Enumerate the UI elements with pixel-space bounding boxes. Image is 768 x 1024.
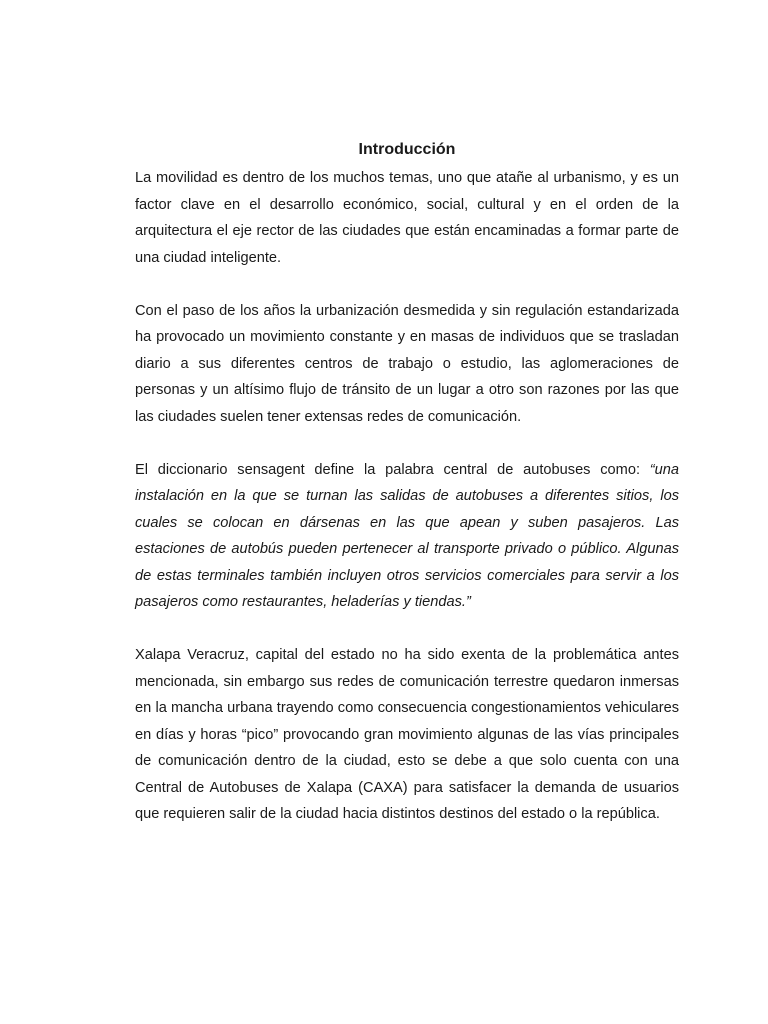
definition-quote: “una instalación en la que se turnan las salidas de autobuses a diferentes sitios, los cuales se colocan en dársenas en las que apean y suben pasajeros. Las estaciones de autobús pueden pertenecer al transporte privado o público. Algunas de estas terminales también incluyen otros servicios comerciales para servir a los pasajeros como restaurantes, heladerías y tiendas.”	[135, 461, 679, 610]
page-title: Introducción	[358, 141, 456, 158]
document-body	[135, 139, 679, 828]
paragraph-xalapa: Xalapa Veracruz, capital del estado no ha sido exenta de la problemática antes mencionada, sin embargo sus redes de comunicación terrestre quedaron inmersas en la mancha urbana trayendo como consecuencia congestionamientos vehiculares en días y horas “pico” provocando gran movimiento algunas de las vías principales de comunicación dentro de la ciudad, esto se debe a que solo cuenta con una Central de Autobuses de Xalapa (CAXA) para satisfacer la demanda de usuarios que requieren salir de la ciudad hacia distintos destinos del estado o la república.	[135, 647, 679, 822]
paragraph-movilidad: La movilidad es dentro de los muchos temas, uno que atañe al urbanismo, y es un factor clave en el desarrollo económico, social, cultural y en el orden de la arquitectura el eje rector de las ciudades que están encaminadas a formar parte de una ciudad inteligente.	[135, 170, 679, 266]
paragraph-urbanizacion: Con el paso de los años la urbanización desmedida y sin regulación estandarizada ha provocado un movimiento constante y en masas de individuos que se trasladan diario a sus diferentes centros de trabajo o estudio, las aglomeraciones de personas y un altísimo flujo de tránsito de un lugar a otro son razones por las que las ciudades suelen tener extensas redes de comunicación.	[135, 302, 679, 425]
paragraph-definicion	[135, 457, 679, 616]
paragraph-definicion-lead: El diccionario sensagent define la palabra central de autobuses como:	[135, 461, 650, 478]
